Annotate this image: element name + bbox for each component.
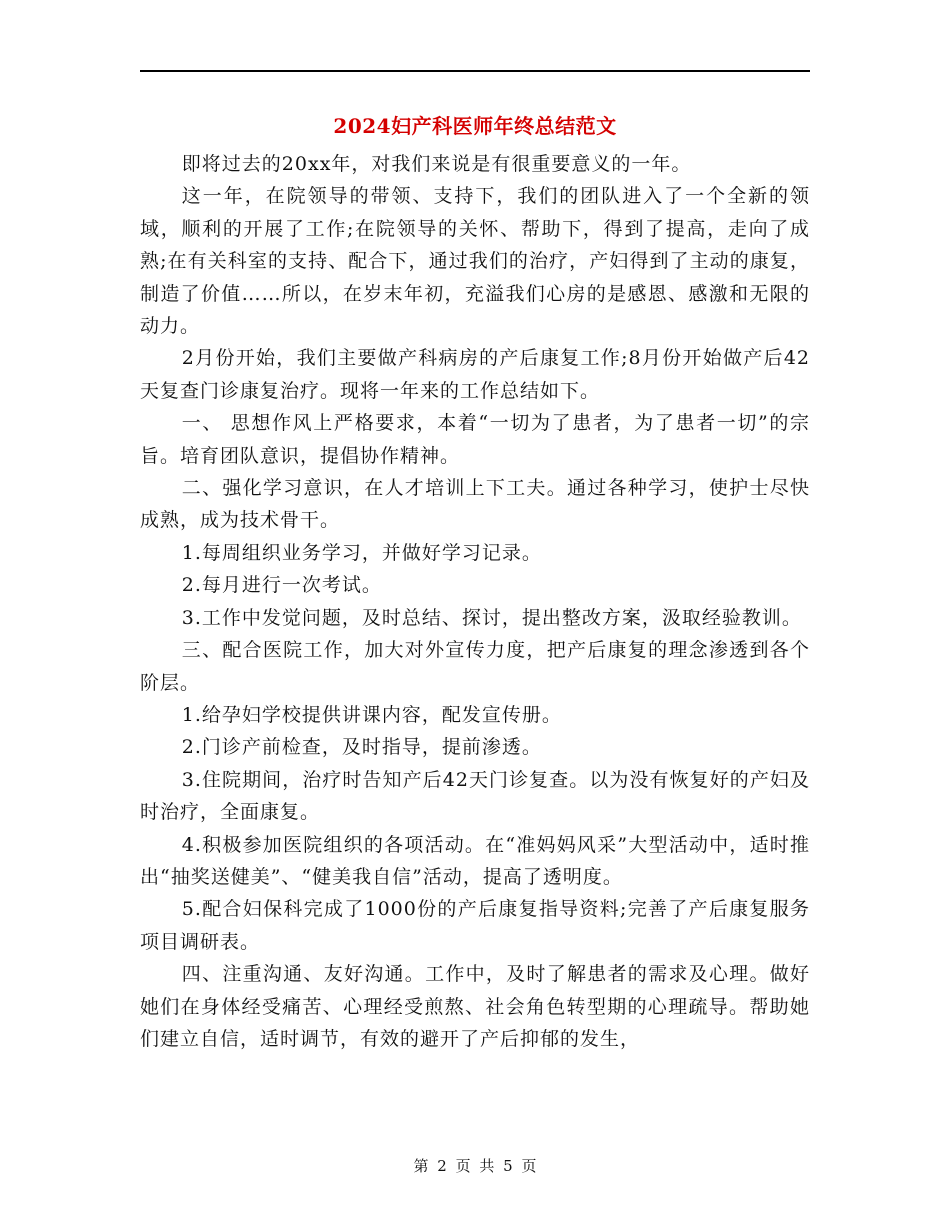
paragraph: 2.每月进行一次考试。 xyxy=(181,574,382,597)
paragraph: 1.给孕妇学校提供讲课内容，配发宣传册。 xyxy=(181,703,562,726)
paragraph: 4.积极参加医院组织的各项活动。在“准妈妈风采”大型活动中，适时推出“抽奖送健美”、“健美我自信”活动，提高了透明度。 xyxy=(140,833,810,888)
paragraph: 2月份开始，我们主要做产科病房的产后康复工作;8月份开始做产后42天复查门诊康复治疗。现将一年来的工作总结如下。 xyxy=(140,347,810,402)
paragraph: 一、 思想作风上严格要求，本着“一切为了患者，为了患者一切”的宗旨。培育团队意识，提倡协作精神。 xyxy=(140,412,810,467)
paragraph: 四、注重沟通、友好沟通。工作中，及时了解患者的需求及心理。做好她们在身体经受痛苦、心理经受煎熬、社会角色转型期的心理疏导。帮助她们建立自信，适时调节，有效的避开了产后抑郁的发生， xyxy=(140,963,810,1050)
paragraph: 三、配合医院工作，加大对外宣传力度，把产后康复的理念渗透到各个阶层。 xyxy=(140,639,810,694)
paragraph: 1.每周组织业务学习，并做好学习记录。 xyxy=(181,541,542,564)
paragraph: 5.配合妇保科完成了1000份的产后康复指导资料;完善了产后康复服务项目调研表。 xyxy=(140,898,810,953)
page-number-footer: 第 2 页 共 5 页 xyxy=(413,1157,537,1175)
paragraph: 3.住院期间，治疗时告知产后42天门诊复查。以为没有恢复好的产妇及时治疗，全面康复。 xyxy=(140,768,810,824)
paragraph: 2.门诊产前检查，及时指导，提前渗透。 xyxy=(181,736,542,759)
paragraph: 二、强化学习意识，在人才培训上下工夫。通过各种学习，使护士尽快成熟，成为技术骨干。 xyxy=(140,477,810,532)
paragraph: 这一年，在院领导的带领、支持下，我们的团队进入了一个全新的领域，顺利的开展了工作;在院领导的关怀、帮助下，得到了提高，走向了成熟;在有关科室的支持、配合下，通过我们的治疗，产妇得到了主动的康复，制造了价值……所以，在岁末年初，充溢我们心房的是感恩、感激和无限的动力。 xyxy=(140,185,810,338)
header-rule xyxy=(140,70,810,72)
paragraph: 即将过去的20xx年，对我们来说是有很重要意义的一年。 xyxy=(181,153,692,175)
paragraph: 3.工作中发觉问题，及时总结、探讨，提出整改方案，汲取经验教训。 xyxy=(181,606,802,629)
document-title: 2024妇产科医师年终总结范文 xyxy=(333,114,617,138)
document-body xyxy=(140,148,810,1055)
